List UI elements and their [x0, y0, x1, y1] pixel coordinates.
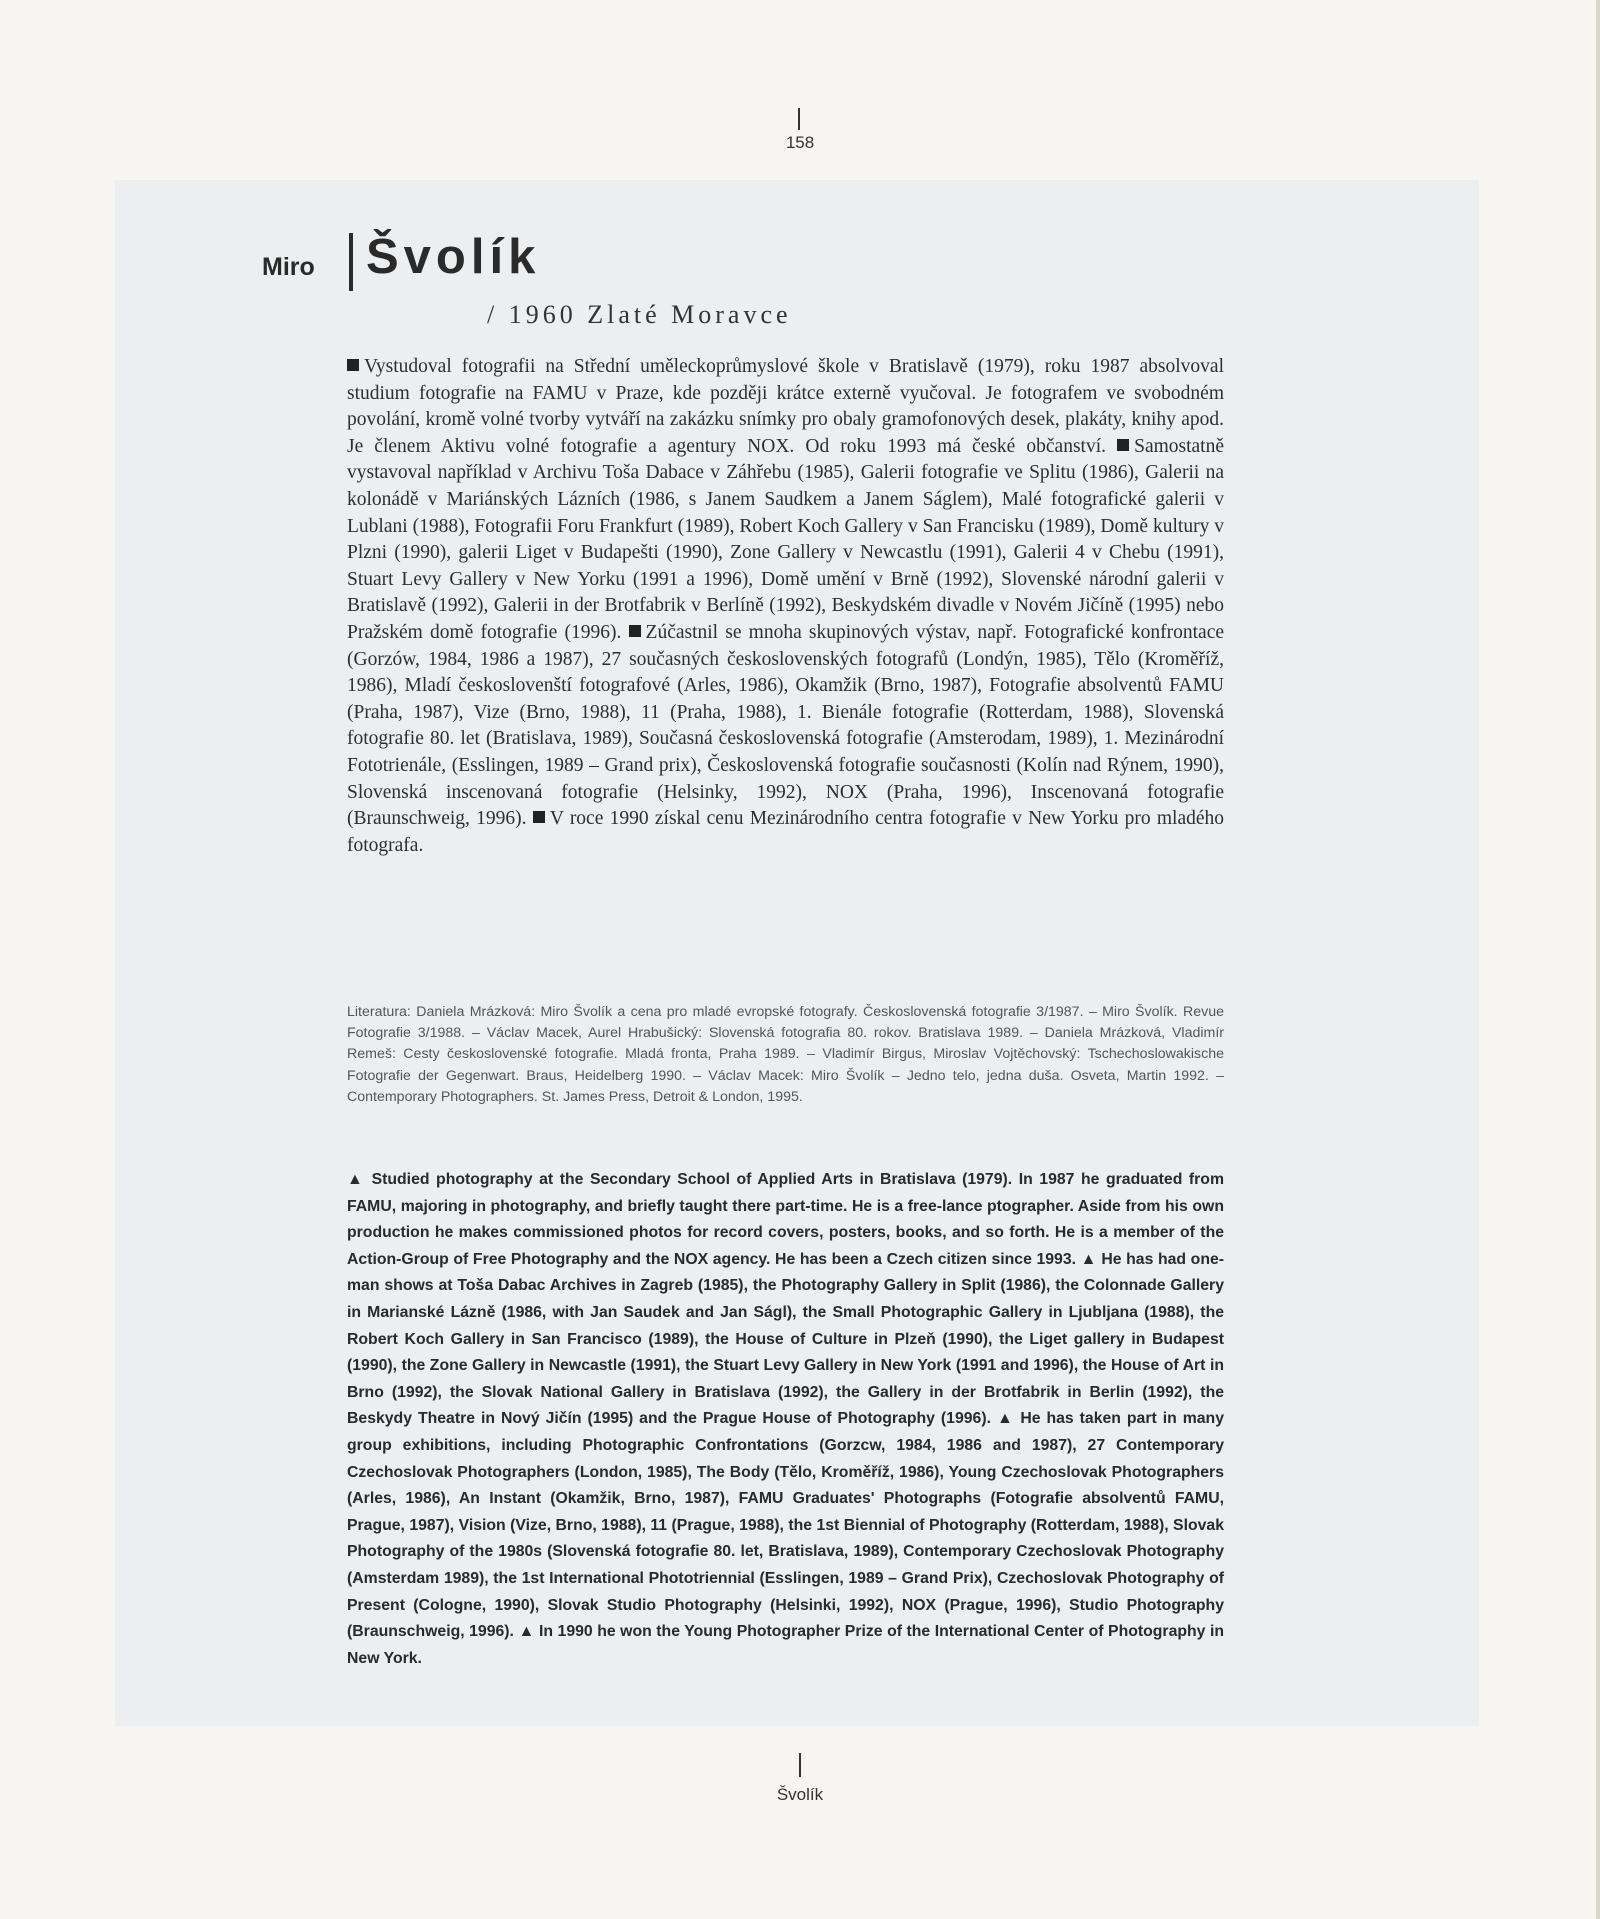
- english-bio-education: Studied photography at the Secondary School of Applied Arts in Bratislava (1979). In 1987 he graduated from FAMU, majoring in photography, and briefly taught there part-time. He is a free-lance ptographer. Aside from his own production he makes commissioned photos for record covers, posters, books, and so forth. He is a member of the Action-Group of Free Photography and the NOX agency. He has been a Czech citizen since 1993.: [347, 1171, 1225, 1268]
- literature-references: Literatura: Daniela Mrázková: Miro Švolík a cena pro mladé evropské fotografy. Československá fotografie 3/1987. – Miro Švolík. Revue Fotografie 3/1988. – Václav Macek, Aurel Hrabušický: Slovenská fotografia 80. rokov. Bratislava 1989. – Daniela Mrázková, Vladimír Remeš: Cesty československé fotografie. Mladá fronta, Praha 1989. – Vladimír Birgus, Miroslav Vojtěchovský: Tschechoslowakische Fotografie der Gegenwart. Braus, Heidelberg 1990. – Václav Macek: Miro Švolík – Jedno telo, jedna duša. Osveta, Martin 1992. – Contemporary Photographers. St. James Press, Detroit & London, 1995.: [347, 1004, 1224, 1105]
- square-bullet-icon: [533, 811, 545, 823]
- page-number-tick: [798, 108, 800, 130]
- footer-tick: [799, 1753, 801, 1777]
- czech-bio-education: Vystudoval fotografii na Střední uměleckoprůmyslové škole v Bratislavě (1979), roku 1987 absolvoval studium fotografie na FAMU v Praze, kde později krátce externě vyučoval. Je fotografem ve svobodném povolání, kromě volné tvorby vytváří na zakázku snímky pro obaly gramofonových desek, plakáty, knihy apod. Je členem Aktivu volné fotografie a agentury NOX. Od roku 1993 má české občanství.: [347, 356, 1224, 457]
- running-footer: Švolík: [776, 1785, 824, 1804]
- czech-bio-award: V roce 1990 získal cenu Mezinárodního centra fotografie v New Yorku pro mladého fotografa.: [347, 808, 1225, 856]
- czech-biography: [347, 354, 1224, 859]
- page-edge: [1596, 0, 1600, 1919]
- czech-bio-group-shows: Zúčastnil se mnoha skupinových výstav, např. Fotografické konfrontace (Gorzów, 1984, 1986 a 1987), 27 současných československých fotografů (Londýn, 1985), Tělo (Kroměříž, 1986), Mladí českoslovenští fotografové (Arles, 1986), Okamžik (Brno, 1987), Fotografie absolventů FAMU (Praha, 1987), Vize (Brno, 1988), 11 (Praha, 1988), 1. Bienále fotografie (Rotterdam, 1988), Slovenská fotografie 80. let (Bratislava, 1989), Současná československá fotografie (Amsterodam, 1989), 1. Mezinárodní Fototrienále, (Esslingen, 1989 – Grand prix), Československá fotografie současnosti (Kolín nad Rýnem, 1990), Slovenská inscenovaná fotografie (Helsinky, 1992), NOX (Praha, 1996), Inscenovaná fotografie (Braunschweig, 1996).: [347, 621, 1225, 830]
- english-biography: [347, 1167, 1224, 1672]
- name-divider: [349, 233, 353, 291]
- english-bio-award: In 1990 he won the Young Photographer Prize of the International Center of Photography in New York.: [347, 1623, 1225, 1667]
- square-bullet-icon: [1117, 439, 1129, 451]
- page-number: 158: [785, 133, 815, 152]
- triangle-bullet-icon: ▲: [347, 1171, 366, 1188]
- artist-last-name: Švolík: [366, 230, 541, 284]
- artist-first-name: Miro: [262, 253, 315, 281]
- birth-info: / 1960 Zlaté Moravce: [487, 300, 792, 329]
- english-bio-group-shows: He has taken part in many group exhibitions, including Photographic Confrontations (Gorzcw, 1984, 1986 and 1987), 27 Contemporary Czechoslovak Photographers (London, 1985), The Body (Tělo, Kroměříž, 1986), Young Czechoslovak Photographers (Arles, 1986), An Instant (Okamžik, Brno, 1987), FAMU Graduates' Photographs (Fotografie absolventů FAMU, Prague, 1987), Vision (Vize, Brno, 1988), 11 (Prague, 1988), the 1st Biennial of Photography (Rotterdam, 1988), Slovak Photography of the 1980s (Slovenská fotografie 80. let, Bratislava, 1989), Contemporary Czechoslovak Photography (Amsterdam 1989), the 1st International Phototriennial (Esslingen, 1989 – Grand Prix), Czechoslovak Photography of Present (Cologne, 1990), Slovak Studio Photography (Helsinki, 1992), NOX (Prague, 1996), Studio Photography (Braunschweig, 1996).: [347, 1410, 1224, 1641]
- square-bullet-icon: [629, 625, 641, 637]
- triangle-bullet-icon: ▲: [996, 1410, 1015, 1428]
- english-bio-solo-shows: He has had one-man shows at Toša Dabac Archives in Zagreb (1985), the Photography Gallery in Split (1986), the Colonnade Gallery in Marianské Lázně (1986, with Jan Saudek and Jan Ságl), the Small Photographic Gallery in Ljubljana (1988), the Robert Koch Gallery in San Francisco (1989), the House of Culture in Plzeň (1990), the Liget gallery in Budapest (1990), the Zone Gallery in Newcastle (1991), the Stuart Levy Gallery in New York (1991 and 1996), the House of Art in Brno (1992), the Slovak National Gallery in Bratislava (1992), the Gallery in der Brotfabrik in Berlin (1992), the Beskydy Theatre in Nový Jičín (1995) and the Prague House of Photography (1996).: [347, 1250, 1225, 1428]
- square-bullet-icon: [347, 359, 359, 371]
- triangle-bullet-icon: ▲: [1080, 1250, 1097, 1268]
- triangle-bullet-icon: ▲: [518, 1623, 535, 1641]
- czech-bio-solo-shows: Samostatně vystavoval například v Archivu Toša Dabace v Záhřebu (1985), Galerii fotografie ve Splitu (1986), Galerii na kolonádě v Mariánských Lázních (1986, s Janem Saudkem a Janem Ságlem), Malé fotografické galerii v Lublani (1988), Fotografii Foru Frankfurt (1989), Robert Koch Gallery v San Francisku (1989), Domě kultury v Plzni (1990), galerii Liget v Budapešti (1990), Zone Gallery v Newcastlu (1991), Galerii 4 v Chebu (1991), Stuart Levy Gallery v New Yorku (1991 a 1996), Domě umění v Brně (1992), Slovenské národní galerii v Bratislavě (1992), Galerii in der Brotfabrik v Berlíně (1992), Beskydském divadle v Novém Jičíně (1995) nebo Pražském domě fotografie (1996).: [347, 435, 1224, 643]
